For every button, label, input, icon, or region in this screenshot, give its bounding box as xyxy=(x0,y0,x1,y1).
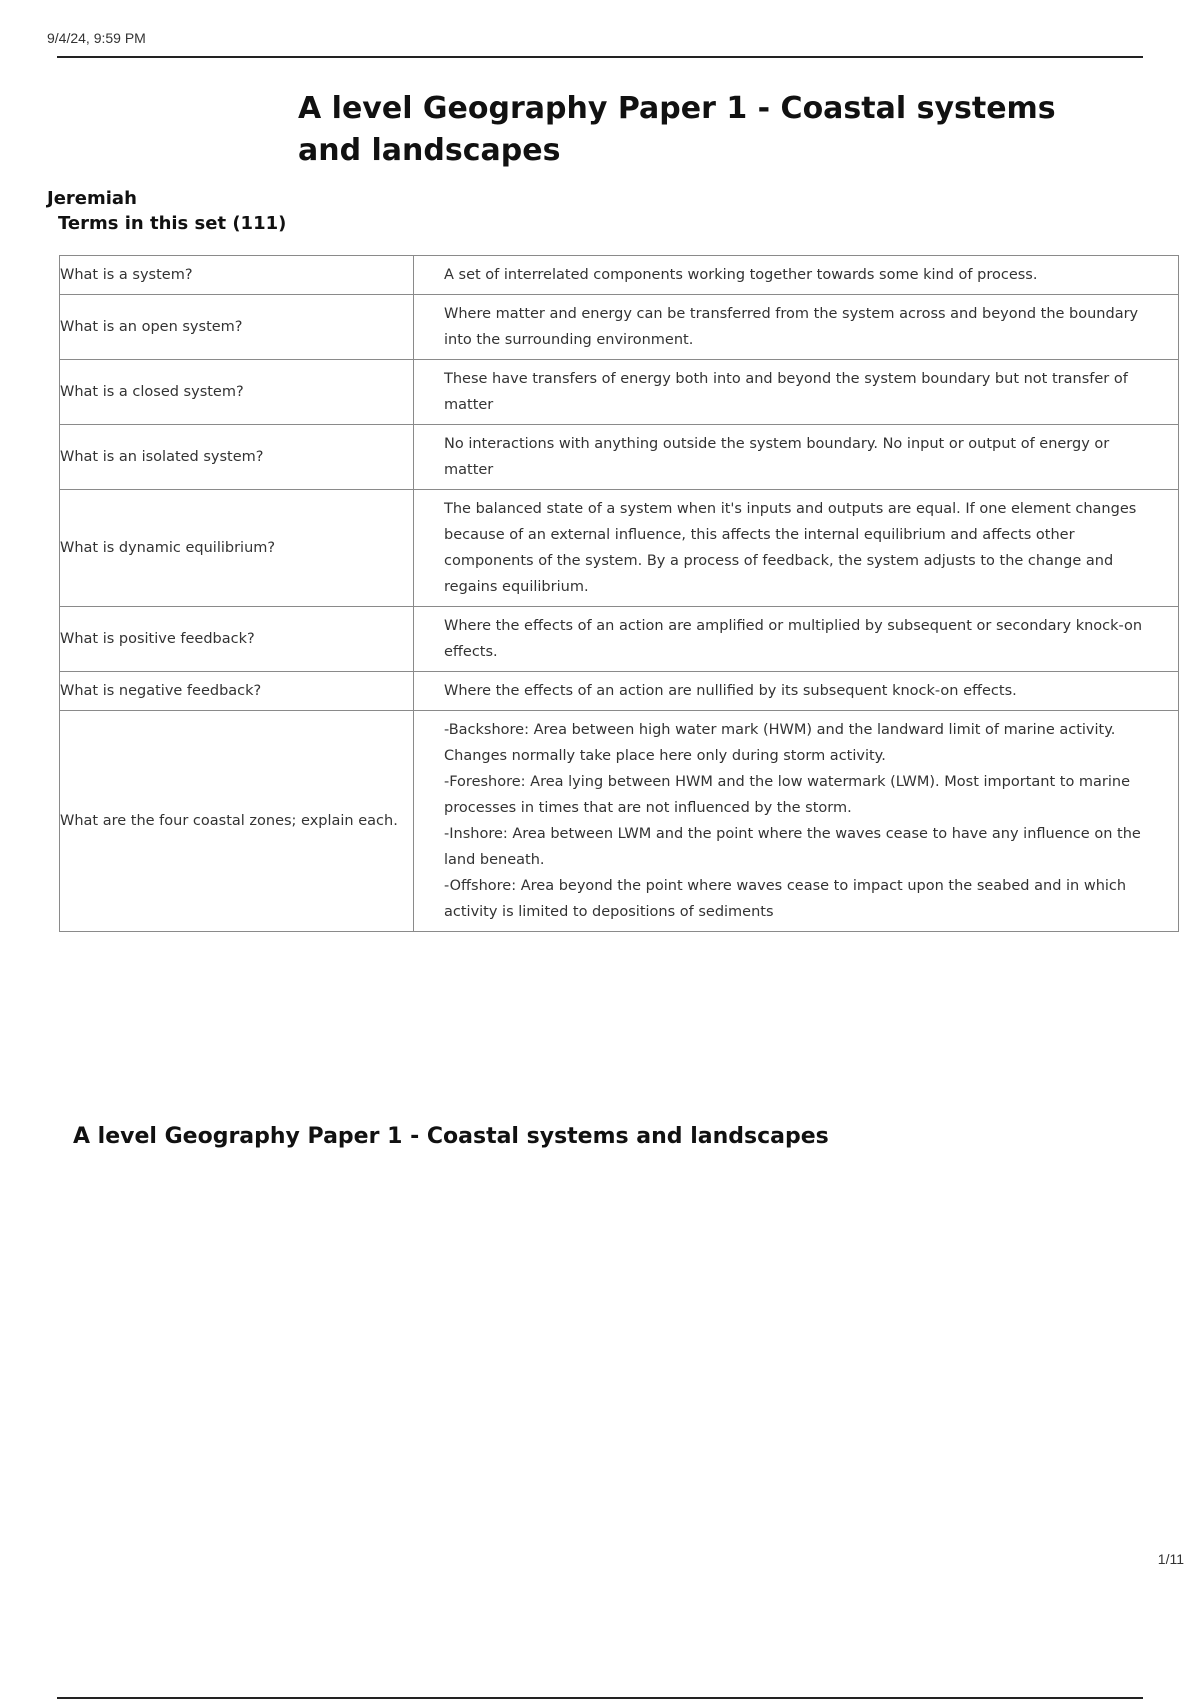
author-name: Jeremiah xyxy=(47,188,137,209)
definition-text: -Inshore: Area between LWM and the point where the waves cease to have any influence on the land beneath. xyxy=(444,826,1141,868)
term-cell: What is a closed system? xyxy=(60,360,414,425)
print-timestamp: 9/4/24, 9:59 PM xyxy=(47,30,146,46)
definition-cell xyxy=(414,672,1179,711)
header-divider xyxy=(57,56,1143,58)
definition-cell xyxy=(414,256,1179,295)
term-cell: What is negative feedback? xyxy=(60,672,414,711)
definition-text: -Foreshore: Area lying between HWM and the low watermark (LWM). Most important to marine processes in times that are not influenced by the storm. xyxy=(444,774,1131,816)
page-number: 1/11 xyxy=(1157,1551,1184,1567)
footer-divider xyxy=(57,1697,1143,1699)
definition-text: No interactions with anything outside the system boundary. No input or output of energy or matter xyxy=(444,436,1110,478)
term-row xyxy=(60,295,1179,360)
definition-text: A set of interrelated components working together towards some kind of process. xyxy=(444,267,1038,283)
section-heading: A level Geography Paper 1 - Coastal systems and landscapes xyxy=(73,1124,829,1149)
definition-text: -Backshore: Area between high water mark (HWM) and the landward limit of marine activity. Changes normally take place here only during storm activity. xyxy=(444,722,1116,764)
definition-cell xyxy=(414,490,1179,607)
definition-text: The balanced state of a system when it's inputs and outputs are equal. If one element changes because of an external influence, this affects the internal equilibrium and affects other components of the system. By a process of feedback, the system adjusts to the change and regains equilibrium. xyxy=(444,501,1137,595)
term-cell: What is an isolated system? xyxy=(60,425,414,490)
definition-text: These have transfers of energy both into and beyond the system boundary but not transfer of matter xyxy=(444,371,1128,413)
definition-text: -Offshore: Area beyond the point where waves cease to impact upon the seabed and in which activity is limited to depositions of sediments xyxy=(444,878,1127,920)
definition-cell xyxy=(414,607,1179,672)
term-row xyxy=(60,256,1179,295)
definition-cell xyxy=(414,295,1179,360)
definition-cell xyxy=(414,360,1179,425)
term-row xyxy=(60,360,1179,425)
term-cell: What is positive feedback? xyxy=(60,607,414,672)
term-row xyxy=(60,672,1179,711)
definition-text: Where the effects of an action are amplified or multiplied by subsequent or secondary knock-on effects. xyxy=(444,618,1143,660)
term-cell: What is a system? xyxy=(60,256,414,295)
term-cell: What is dynamic equilibrium? xyxy=(60,490,414,607)
terms-count-label: Terms in this set (111) xyxy=(58,213,287,234)
definition-text: Where matter and energy can be transferred from the system across and beyond the boundary into the surrounding environment. xyxy=(444,306,1139,348)
terms-table xyxy=(59,255,1179,932)
definition-text: Where the effects of an action are nullified by its subsequent knock-on effects. xyxy=(444,683,1017,699)
term-row xyxy=(60,425,1179,490)
term-row xyxy=(60,490,1179,607)
term-cell: What is an open system? xyxy=(60,295,414,360)
page-title: A level Geography Paper 1 - Coastal systems and landscapes xyxy=(298,91,1056,168)
definition-cell xyxy=(414,711,1179,932)
term-row xyxy=(60,607,1179,672)
term-cell: What are the four coastal zones; explain each. xyxy=(60,711,414,932)
definition-cell xyxy=(414,425,1179,490)
term-row xyxy=(60,711,1179,932)
